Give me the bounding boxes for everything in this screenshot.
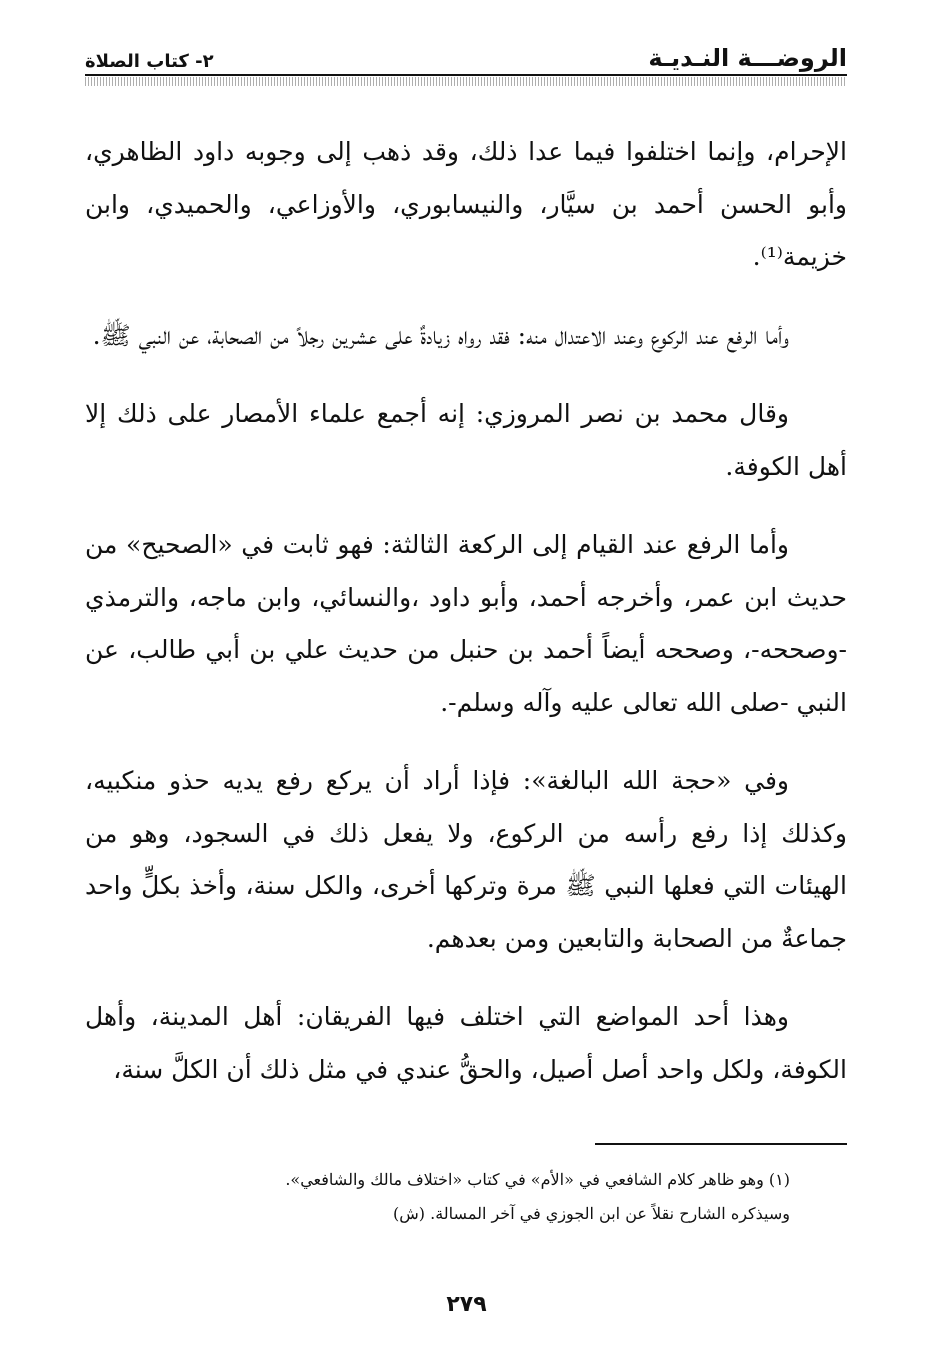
book-title: الروضـــة النـديـة	[648, 44, 847, 72]
chapter-title: ٢- كتاب الصلاة	[85, 51, 214, 72]
page-header	[85, 38, 847, 72]
footnote-continuation: وسيذكره الشارح نقلاً عن ابن الجوزي في آخر المسالة. (ش)	[393, 1204, 790, 1223]
paragraph: الإحرام، وإنما اختلفوا فيما عدا ذلك، وقد ذهب إلى وجوبه داود الظاهري، وأبو الحسن أحمد بن سيَّار، والنيسابوري، والأوزاعي، والحميدي، وابن خزيمة⁽¹⁾.	[85, 137, 847, 271]
header-rule	[85, 74, 847, 76]
paragraph: وفي «حجة الله البالغة»: فإذا أراد أن يركع رفع يديه حذو منكبيه، وكذلك إذا رفع رأسه من الركوع، ولا يفعل ذلك في السجود، وهو من الهيئات التي فعلها النبي ﷺ مرة وتركها أخرى، والكل سنة، وأخذ بكلٍّ واحد جماعةٌ من الصحابة والتابعين ومن بعدهم.	[85, 766, 847, 953]
paragraph: وهذا أحد المواضع التي اختلف فيها الفريقان: أهل المدينة، وأهل الكوفة، ولكل واحد أصل أصيل، والحقُّ عندي في مثل ذلك أن الكلَّ سنة،	[85, 1002, 847, 1084]
footnote-separator	[595, 1143, 847, 1145]
footnote: (١) وهو ظاهر كلام الشافعي في «الأم» في كتاب «اختلاف مالك والشافعي».	[285, 1170, 790, 1189]
paragraph: وقال محمد بن نصر المروزي: إنه أجمع علماء الأمصار على ذلك إلا أهل الكوفة.	[85, 399, 847, 481]
page-number: ٢٧٩	[446, 1292, 487, 1317]
paragraph: وأما الرفع عند الركوع وعند الاعتدال منه: فقد رواه زيادةٌ على عشرين رجلاً من الصحابة، عن النبي ﷺ.	[92, 320, 789, 350]
paragraph: وأما الرفع عند القيام إلى الركعة الثالثة: فهو ثابت في «الصحيح» من حديث ابن عمر، وأخرجه أحمد، وأبو داود ،والنسائي، وابن ماجه، والترمذي -وصححه-، وصححه أيضاً أحمد بن حنبل من حديث علي بن أبي طالب، عن النبي -صلى الله تعالى عليه وآله وسلم-.	[85, 530, 847, 717]
main-text	[85, 126, 847, 1122]
header-decorative-band	[85, 77, 847, 86]
footnotes	[140, 1163, 790, 1231]
